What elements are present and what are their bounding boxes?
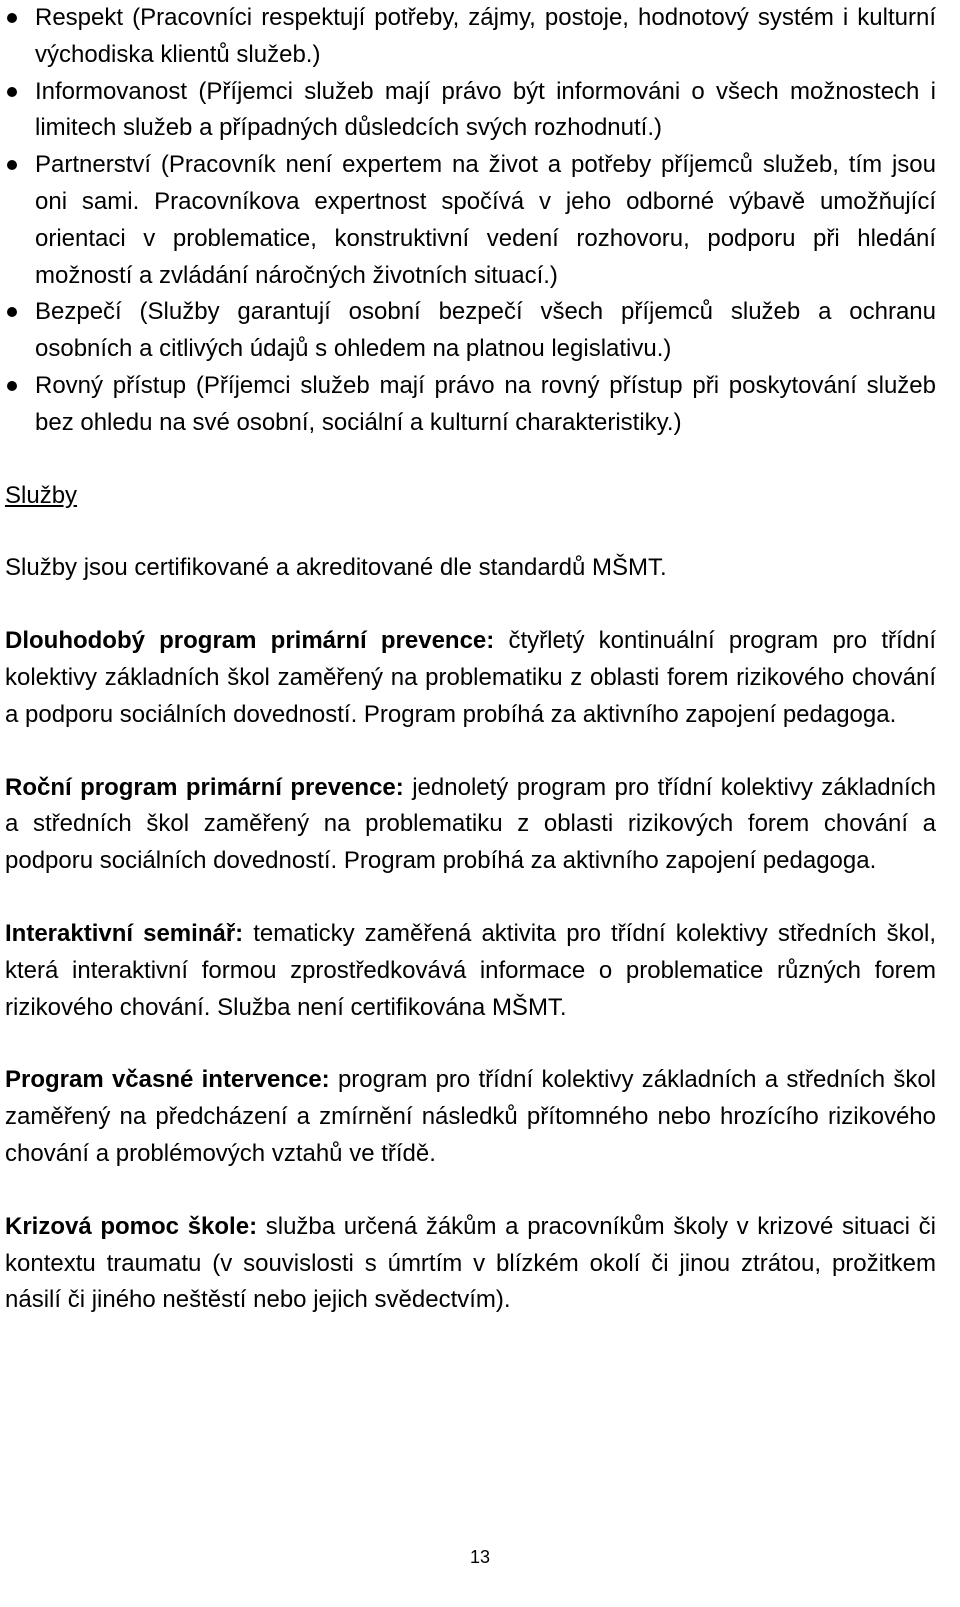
service-term: Roční program primární prevence:: [5, 773, 404, 801]
service-text: jednoletý program pro třídní kolektivy základních a středních škol zaměřený na problematiku z oblasti rizikových forem chování a podporu sociálních dovedností. Program probíhá za aktivního zapojení pedagoga.: [5, 773, 937, 875]
services-intro: Služby jsou certifikované a akreditované dle standardů MŠMT.: [5, 554, 667, 582]
service-description: [5, 770, 936, 880]
bullet-icon: [7, 381, 17, 391]
service-description: [5, 916, 936, 1026]
service-text: program pro třídní kolektivy základních a středních škol zaměřený na předcházení a zmírnění následků přítomného nebo hrozícího rizikového chování a problémových vztahů ve třídě.: [5, 1066, 937, 1167]
service-term: Krizová pomoc škole:: [5, 1212, 258, 1240]
document-page: [5, 0, 936, 1319]
list-item: [5, 147, 936, 294]
service-text: čtyřletý kontinuální program pro třídní kolektivy základních škol zaměřený na problematiku z oblasti forem rizikového chování a podporu sociálních dovedností. Program probíhá za aktivního zapojení pedagoga.: [5, 627, 937, 728]
bullet-icon: [7, 13, 17, 23]
list-item-text: Rovný přístup (Příjemci služeb mají právo na rovný přístup při poskytování služeb bez ohledu na své osobní, sociální a kulturní charakteristiky.): [35, 371, 936, 436]
section-heading: Služby: [5, 481, 78, 509]
list-item-text: Bezpečí (Služby garantují osobní bezpečí všech příjemců služeb a ochranu osobních a citlivých údajů s ohledem na platnou legislativu.): [35, 298, 936, 363]
list-item: [5, 294, 936, 368]
bullet-icon: [7, 87, 17, 97]
list-item-text: Respekt (Pracovníci respektují potřeby, zájmy, postoje, hodnotový systém i kulturní východiska klientů služeb.): [35, 4, 936, 68]
bullet-icon: [7, 160, 17, 170]
service-term: Program včasné intervence:: [5, 1066, 330, 1094]
list-item: [5, 74, 936, 148]
service-description: [5, 1209, 936, 1319]
service-description: [5, 1062, 936, 1172]
service-term: Interaktivní seminář:: [5, 919, 244, 947]
list-item-text: Informovanost (Příjemci služeb mají právo být informováni o všech možnostech i limitech služeb a případných důsledcích svých rozhodnutí.): [35, 77, 936, 142]
list-item: [5, 0, 936, 74]
service-text: služba určená žákům a pracovníkům školy v krizové situaci či kontextu traumatu (v souvislosti s úmrtím v blízkém okolí či jinou ztrátou, prožitkem násilí či jiného neštěstí nebo jejich svědectvím).: [5, 1212, 936, 1314]
service-text: tematicky zaměřená aktivita pro třídní kolektivy středních škol, která interaktivní formou zprostředkovává informace o problematice různých forem rizikového chování. Služba není certifikována MŠMT.: [5, 919, 936, 1021]
list-item-text: Partnerství (Pracovník není expertem na život a potřeby příjemců služeb, tím jsou oni sami. Pracovníkova expertnost spočívá v jeho odborné výbavě umožňující orientaci v problematice, konstruktivní vedení rozhovoru, podporu při hledání možností a zvládání náročných životních situací.): [35, 151, 936, 289]
principles-list: [5, 0, 936, 442]
service-term: Dlouhodobý program primární prevence:: [5, 627, 495, 655]
bullet-icon: [7, 307, 17, 317]
page-number: 13: [469, 1547, 491, 1567]
service-description: [5, 623, 936, 733]
list-item: [5, 368, 936, 442]
